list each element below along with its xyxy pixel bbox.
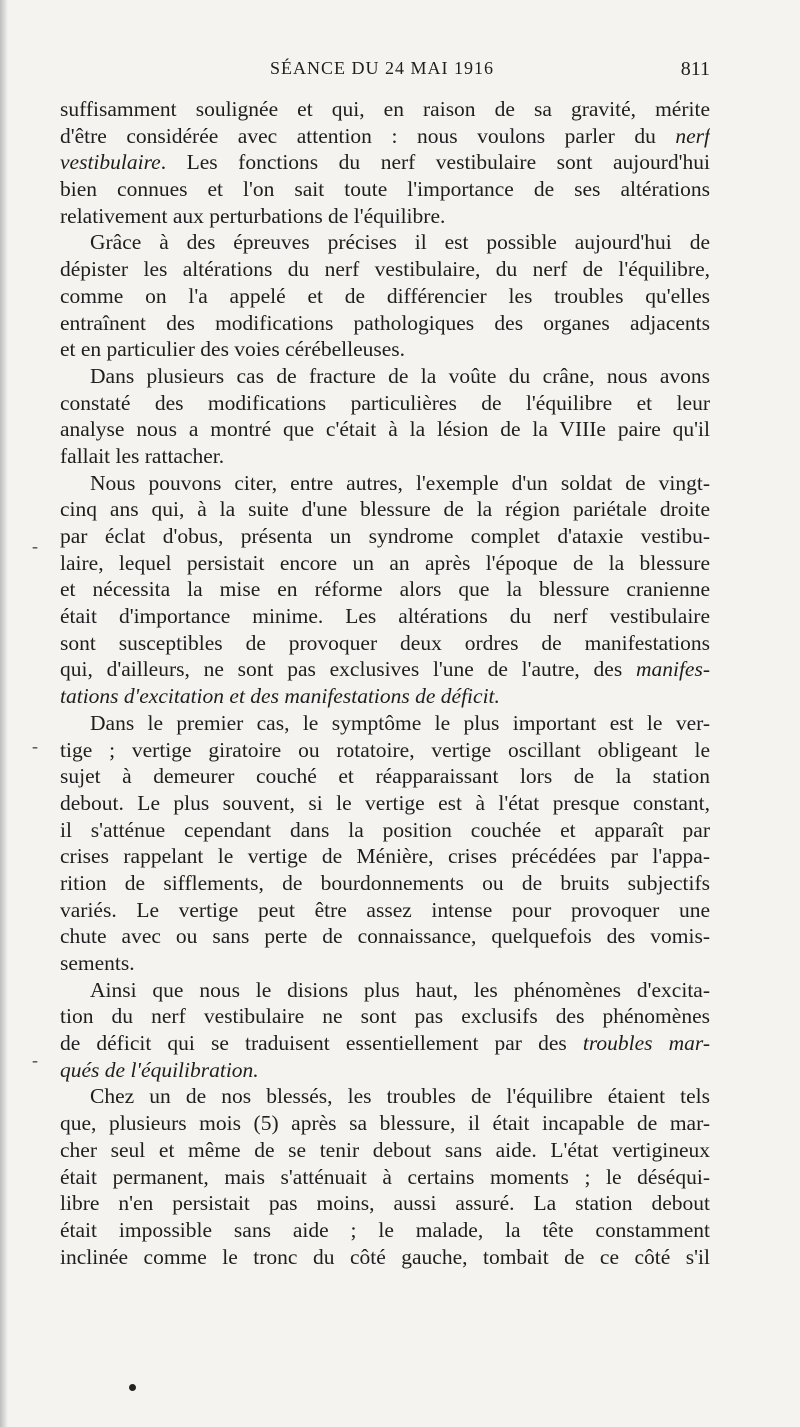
text-line: [60, 1110, 710, 1137]
text-line: [60, 923, 710, 950]
text-line: [60, 843, 710, 870]
text-line: [60, 1190, 710, 1217]
text-span: cher seul et même de se tenir debout sans aide. L'état vertigineux: [60, 1137, 710, 1162]
text-line: [60, 1244, 710, 1271]
text-span: il s'atténue cependant dans la position couchée et apparaît par: [60, 817, 710, 842]
text-span: sujet à demeurer couché et réapparaissant lors de la station: [60, 764, 710, 789]
text-line: [60, 763, 710, 790]
text-line: [60, 283, 710, 310]
text-span: de déficit qui se traduisent essentiellement par des: [60, 1031, 583, 1056]
text-line: [60, 123, 710, 150]
text-line: [60, 550, 710, 577]
margin-mark: -: [32, 536, 38, 556]
text-line: [60, 523, 710, 550]
text-span: inclinée comme le tronc du côté gauche, tombait de ce côté s'il: [60, 1244, 710, 1269]
text-span: qui, d'ailleurs, ne sont pas exclusives l'une de l'autre, des: [60, 657, 636, 682]
italic-text: tations d'excitation et des manifestations de déficit.: [60, 684, 500, 709]
text-span: Chez un de nos blessés, les troubles de l'équilibre étaient tels: [90, 1084, 710, 1109]
italic-text: vestibulaire: [60, 150, 161, 175]
text-line: [60, 1137, 710, 1164]
text-line: [60, 176, 710, 203]
text-span: constaté des modifications particulières de l'équilibre et leur: [60, 390, 710, 415]
italic-text: qués de l'équilibration.: [60, 1057, 259, 1082]
text-line: [60, 416, 710, 443]
text-line: [60, 630, 710, 657]
text-span: analyse nous a montré que c'était à la lésion de la VIIIe paire qu'il: [60, 417, 710, 442]
text-span: fallait les rattacher.: [60, 443, 225, 468]
text-line: [60, 977, 710, 1004]
text-line: [60, 1057, 710, 1084]
text-line: [60, 149, 710, 176]
text-span: que, plusieurs mois (5) après sa blessure, il était incapable de mar-: [60, 1111, 710, 1136]
text-span: tige ; vertige giratoire ou rotatoire, vertige oscillant obligeant le: [60, 737, 710, 762]
text-line: [60, 229, 710, 256]
text-span: d'être considérée avec attention : nous voulons parler du: [60, 123, 676, 148]
text-span: debout. Le plus souvent, si le vertige est à l'état presque constant,: [60, 790, 710, 815]
italic-text: troubles mar-: [582, 1031, 710, 1056]
text-span: était d'importance minime. Les altérations du nerf vestibulaire: [60, 604, 710, 629]
text-line: [60, 443, 710, 470]
text-line: [60, 737, 710, 764]
text-span: suffisamment soulignée et qui, en raison de sa gravité, mérite: [60, 97, 710, 121]
text-span: entraînent des modifications pathologiques des organes adjacents: [60, 310, 710, 335]
text-span: et en particulier des voies cérébelleuses.: [60, 337, 406, 362]
text-line: [60, 203, 710, 230]
text-line: [60, 1003, 710, 1030]
text-line: [60, 363, 710, 390]
text-span: laire, lequel persistait encore un an après l'époque de la blessure: [60, 550, 710, 575]
text-line: [60, 576, 710, 603]
text-line: [60, 256, 710, 283]
text-line: [60, 496, 710, 523]
text-span: Nous pouvons citer, entre autres, l'exemple d'un soldat de vingt-: [90, 470, 710, 495]
text-line: [60, 683, 710, 710]
italic-text: nerf: [675, 123, 710, 148]
text-line: [60, 897, 710, 924]
text-span: Dans plusieurs cas de fracture de la voûte du crâne, nous avons: [90, 363, 710, 388]
text-span: . Les fonctions du nerf vestibulaire sont aujourd'hui: [160, 150, 710, 175]
page-number: 811: [680, 58, 710, 80]
text-span: était permanent, mais s'atténuait à certains moments ; le déséqui-: [60, 1164, 710, 1189]
text-span: Dans le premier cas, le symptôme le plus important est le ver-: [90, 710, 710, 735]
text-line: [60, 336, 710, 363]
text-span: crises rappelant le vertige de Ménière, crises précédées par l'appa-: [60, 844, 710, 869]
text-line: [60, 870, 710, 897]
italic-text: manifes-: [635, 657, 710, 682]
text-line: [60, 603, 710, 630]
text-span: par éclat d'obus, présenta un syndrome complet d'ataxie vestibu-: [60, 524, 710, 548]
text-span: sont susceptibles de provoquer deux ordres de manifestations: [60, 630, 710, 655]
text-span: bien connues et l'on sait toute l'importance de ses altérations: [60, 177, 710, 202]
page-header: [60, 58, 710, 90]
text-span: Ainsi que nous le disions plus haut, les phénomènes d'excita-: [90, 977, 710, 1002]
text-line: [60, 96, 710, 123]
text-span: tion du nerf vestibulaire ne sont pas exclusifs des phénomènes: [60, 1004, 710, 1029]
text-line: [60, 817, 710, 844]
text-line: [60, 656, 710, 683]
text-line: [60, 390, 710, 417]
page-edge-shadow: [0, 0, 8, 1427]
text-line: [60, 950, 710, 977]
ink-dot: [129, 1384, 136, 1391]
text-line: [60, 790, 710, 817]
text-line: [60, 310, 710, 337]
text-span: comme on l'a appelé et de différencier les troubles qu'elles: [60, 283, 710, 308]
text-span: Grâce à des épreuves précises il est possible aujourd'hui de: [90, 230, 710, 255]
text-span: et nécessita la mise en réforme alors que la blessure cranienne: [60, 577, 710, 602]
text-span: cinq ans qui, à la suite d'une blessure de la région pariétale droite: [60, 497, 710, 522]
text-line: [60, 710, 710, 737]
body-text: [60, 96, 710, 1270]
running-head: SÉANCE DU 24 MAI 1916: [270, 58, 495, 78]
text-span: variés. Le vertige peut être assez intense pour provoquer une: [60, 897, 710, 922]
text-span: libre n'en persistait pas moins, aussi assuré. La station debout: [60, 1191, 710, 1216]
text-span: dépister les altérations du nerf vestibulaire, du nerf de l'équilibre,: [60, 257, 710, 282]
text-line: [60, 1083, 710, 1110]
text-line: [60, 470, 710, 497]
text-span: relativement aux perturbations de l'équilibre.: [60, 203, 446, 228]
text-span: chute avec ou sans perte de connaissance, quelquefois des vomis-: [60, 924, 710, 949]
text-line: [60, 1030, 710, 1057]
text-line: [60, 1164, 710, 1191]
margin-mark: -: [32, 736, 38, 756]
text-line: [60, 1217, 710, 1244]
text-span: sements.: [60, 951, 135, 975]
text-span: était impossible sans aide ; le malade, la tête constamment: [60, 1217, 710, 1242]
text-span: rition de sifflements, de bourdonnements ou de bruits subjectifs: [60, 870, 710, 895]
margin-mark: -: [32, 1050, 38, 1070]
